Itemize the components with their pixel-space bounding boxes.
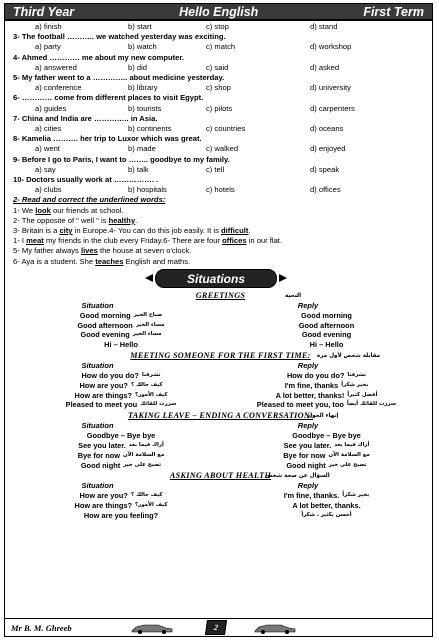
situations-banner: Situations [155,269,277,288]
reply-phrase: I'm fine, thanks. [283,491,340,501]
situation-arabic: مساء الخير [132,331,162,338]
phrase-row [15,371,426,381]
option: b) did [128,62,147,72]
situation-arabic: كيف الأمور؟ [135,502,168,509]
option: c) match [206,42,236,52]
reply-cell [227,330,426,340]
line-text: 3- Britain is a [13,226,60,236]
situation-cell [15,461,227,471]
options-row [13,63,426,73]
reply-phrase: Good evening [301,330,352,340]
option: d) workshop [310,42,352,52]
situation-phrase: How are things? [74,501,133,511]
option: d) oceans [310,124,344,134]
option: a) say [35,164,56,174]
question-text: 10- Doctors usually work at ……………. . [13,175,159,185]
reply-cell [227,491,426,501]
column-headers [15,421,426,431]
situation-arabic: كيف الأمور؟ [135,391,168,398]
option: c) pilots [206,103,233,113]
situation-phrase: Pleased to meet you [65,400,138,410]
reply-arabic: أفضل كثيراً [347,391,378,398]
line-text: 2- The opposite of " well " is [13,215,109,225]
situation-arabic: سررت للقائك [140,401,177,408]
reply-phrase: Good morning [301,310,352,320]
reply-phrase: A lot better, thanks. [292,501,361,511]
arrow-right-icon [279,274,287,282]
situation-cell [15,381,227,391]
line-text: . [248,226,251,236]
reply-cell [227,451,426,461]
question-text: 8- Kamelia ………. her trip to Luxor which was great. [13,134,202,144]
group-title-health [15,470,426,481]
worksheet-page [4,3,433,637]
correct-line [13,216,426,226]
correct-line [13,246,426,256]
option: d) offices [310,185,341,195]
question-text: 4- Ahmed ………… me about my new computer. [13,52,185,62]
reply-cell [227,391,426,401]
reply-phrase: See you later. [283,441,332,451]
line-text: our friends at school. [50,205,124,215]
option: d) university [310,83,351,93]
situation-phrase: How are you? [79,491,128,501]
underlined-word: city [59,226,73,236]
reply-cell [227,511,426,521]
situation-cell [15,321,227,331]
exercise-section [5,21,432,267]
option: b) made [128,144,156,154]
situation-phrase: Good night [80,460,121,470]
group-title-leave [15,410,426,421]
situation-arabic: كيف حالك ؟ [130,492,163,499]
phrase-row [15,381,426,391]
underlined-word: offices [222,236,247,246]
group-title-meeting [15,350,426,361]
option: c) hotels [206,185,235,195]
situation-arabic: مع السلامة الآن [123,451,165,458]
option: a) answered [35,62,77,72]
option: a) went [35,144,60,154]
phrase-row [15,431,426,441]
reply-phrase: Good afternoon [298,320,355,330]
situation-arabic: تشرفنا [141,372,161,379]
correct-list [13,206,426,267]
arrow-left-icon [145,274,153,282]
reply-phrase: Good night [286,460,326,470]
phrase-row [15,391,426,401]
reply-arabic: أحسن بكثير ، شكراً [301,512,352,519]
option: d) asked [310,62,340,72]
phrase-row [15,311,426,321]
reply-header: Reply [297,481,319,491]
correct-heading: 2- Read and correct the underlined words: [13,195,166,205]
correct-line [13,226,426,236]
phrase-row [15,501,426,511]
situation-cell [15,340,227,350]
author-name: Mr B. M. Ghreeb [11,622,72,633]
phrase-row [15,321,426,331]
reply-phrase: Bye for now [283,450,326,460]
line-text: 1- We [13,205,36,215]
options-row [13,144,426,154]
group-title-text: TAKING LEAVE – ENDING A CONVERSATION: [127,411,314,421]
header-title: Hello English [179,4,259,19]
options-row [13,165,426,175]
option: c) countries [206,124,246,134]
reply-cell [227,441,426,451]
situation-cell [15,441,227,451]
option: c) walked [206,144,239,154]
situation-cell [15,491,227,501]
situation-phrase: Goodbye – Bye bye [86,431,156,441]
reply-arabic: سررت للقائك أيضاً [346,401,397,408]
reply-phrase: Goodbye – Bye bye [292,431,361,441]
phrase-row [15,491,426,501]
option: b) watch [128,42,157,52]
reply-phrase: Pleased to meet you, too [256,400,344,410]
situation-header: Situation [81,421,114,431]
situation-phrase: How do you do? [81,371,139,381]
situation-arabic: تصبح على خير [123,461,162,468]
correct-line [13,206,426,216]
situation-phrase: Hi – Hello [104,340,138,350]
reply-arabic: أراك فيما بعد [334,442,370,449]
option: a) party [35,42,61,52]
options-row [13,42,426,52]
correct-line [13,257,426,267]
line-text: the house at seven o'clock. [97,246,192,256]
situation-phrase: How are things? [74,390,133,400]
situation-header: Situation [81,481,114,491]
situation-phrase: Good afternoon [77,320,133,330]
line-text: in Europe.4- You can do this job easily. It is [72,226,221,236]
question-text: 9- Before I go to Paris, I want to …….. goodbye to my family. [13,154,230,164]
phrase-row [15,511,426,521]
options-row [13,124,426,134]
line-text: in our flat. [246,236,283,246]
group-title-arabic: مقابلة شخص لأول مرة [317,353,381,360]
group-title-text: GREETINGS [195,290,246,300]
question-text: 6- ………… come from different places to visit Egypt. [13,93,204,103]
reply-arabic: بخير شكراً [341,381,369,388]
option: b) tourists [128,103,162,113]
options-row: a) finish b) start c) stop d) stand [35,22,338,31]
column-headers [15,481,426,491]
reply-phrase: How do you do? [286,371,345,381]
underlined-word: healthy [108,215,136,225]
reply-arabic: تشرفنا [347,372,367,379]
reply-cell [227,311,426,321]
reply-arabic: مع السلامة الآن [328,451,370,458]
reply-cell [227,340,426,350]
header-year: Third Year [13,4,75,19]
option: a) cities [35,124,62,134]
reply-phrase: A lot better, thanks! [275,390,345,400]
situation-arabic: أراك فيما بعد [128,442,164,449]
question-text: 5- My father went to a ………….. about medicine yesterday. [13,73,225,83]
header-term: First Term [363,4,424,19]
car-icon [130,622,174,634]
underlined-word: difficult [220,226,249,236]
options-row [13,104,426,114]
mcq-list [13,32,426,195]
option: b) talk [128,164,149,174]
reply-phrase: Hi – Hello [309,340,344,350]
phrase-row [15,340,426,350]
phrase-row [15,400,426,410]
group-title-greetings [15,290,426,301]
reply-cell [227,431,426,441]
page-number: 2 [205,620,227,635]
situation-phrase: Bye for now [77,450,120,460]
situation-cell [15,391,227,401]
reply-cell [227,371,426,381]
phrase-row [15,441,426,451]
reply-cell [227,381,426,391]
option: a) clubs [35,185,62,195]
option: b) continents [128,124,172,134]
option: a) conference [35,83,82,93]
underlined-word: lives [80,246,98,256]
option: d) enjoyed [310,144,346,154]
situation-cell [15,451,227,461]
group-title-text: MEETING SOMEONE FOR THE FIRST TIME: [130,351,311,361]
situations-banner-wrap [5,268,432,290]
reply-cell [227,321,426,331]
situation-phrase: How are you? [79,380,128,390]
situation-cell [15,431,227,441]
line-text: 1- I [13,236,27,246]
reply-arabic: بخير شكراً [342,492,370,499]
option: c) tell [206,164,225,174]
page-header [5,4,432,21]
group-title-arabic: التحية [285,292,302,299]
situation-phrase: Good morning [79,310,131,320]
situation-cell [15,330,227,340]
underlined-word: meat [26,236,44,246]
line-text: my friends in the club every Friday.6- There are four [43,236,223,246]
phrase-row [15,461,426,471]
options-row [13,83,426,93]
situation-cell [15,501,227,511]
underlined-word: teaches [95,256,124,266]
group-title-arabic: السؤال عن صحة شخص [265,473,330,480]
situation-arabic: صباح الخير [133,311,163,318]
reply-header: Reply [297,361,319,371]
option: d) speak [310,164,340,174]
column-headers [15,361,426,371]
phrase-row [15,451,426,461]
question-text: 7- China and India are ………….. in Asia. [13,113,158,123]
situation-cell [15,400,227,410]
line-text: . [135,215,138,225]
situations-section [5,290,432,521]
situation-arabic: مساء الخير [135,321,165,328]
options-row [13,185,426,195]
group-title-arabic: إنهاء الحوار [307,413,339,420]
car-icon [253,622,297,634]
situation-phrase: How are you feeling? [83,511,159,521]
option: c) said [206,62,229,72]
situation-arabic: كيف حالك ؟ [130,381,163,388]
option: a) guides [35,103,67,113]
situation-phrase: See you later. [78,441,126,451]
option: c) shop [206,83,231,93]
situation-cell [15,371,227,381]
group-title-text: ASKING ABOUT HEALTH [169,471,272,481]
question-text: 3- The football ……….. we watched yesterday was exciting. [13,32,226,42]
situation-cell [15,511,227,521]
option: d) carpenters [310,103,355,113]
reply-phrase: I'm fine, thanks [284,380,339,390]
reply-arabic: تصبح على خير [328,461,367,468]
phrase-row [15,330,426,340]
situation-phrase: Good evening [80,330,130,340]
correct-line [13,236,426,246]
reply-header: Reply [297,300,319,310]
situation-header: Situation [81,361,114,371]
underlined-word: look [35,205,51,215]
option: b) hospitals [128,185,167,195]
option: b) library [128,83,158,93]
reply-cell [227,400,426,410]
situation-header: Situation [81,300,114,310]
reply-cell [227,501,426,511]
reply-cell [227,461,426,471]
situation-cell [15,311,227,321]
line-text: English and maths. [123,256,191,266]
line-text: 5- My father always [13,246,81,256]
column-headers [15,301,426,311]
reply-header: Reply [297,421,319,431]
line-text: 6- Aya is a student. She [13,256,96,266]
page-footer [5,618,432,636]
